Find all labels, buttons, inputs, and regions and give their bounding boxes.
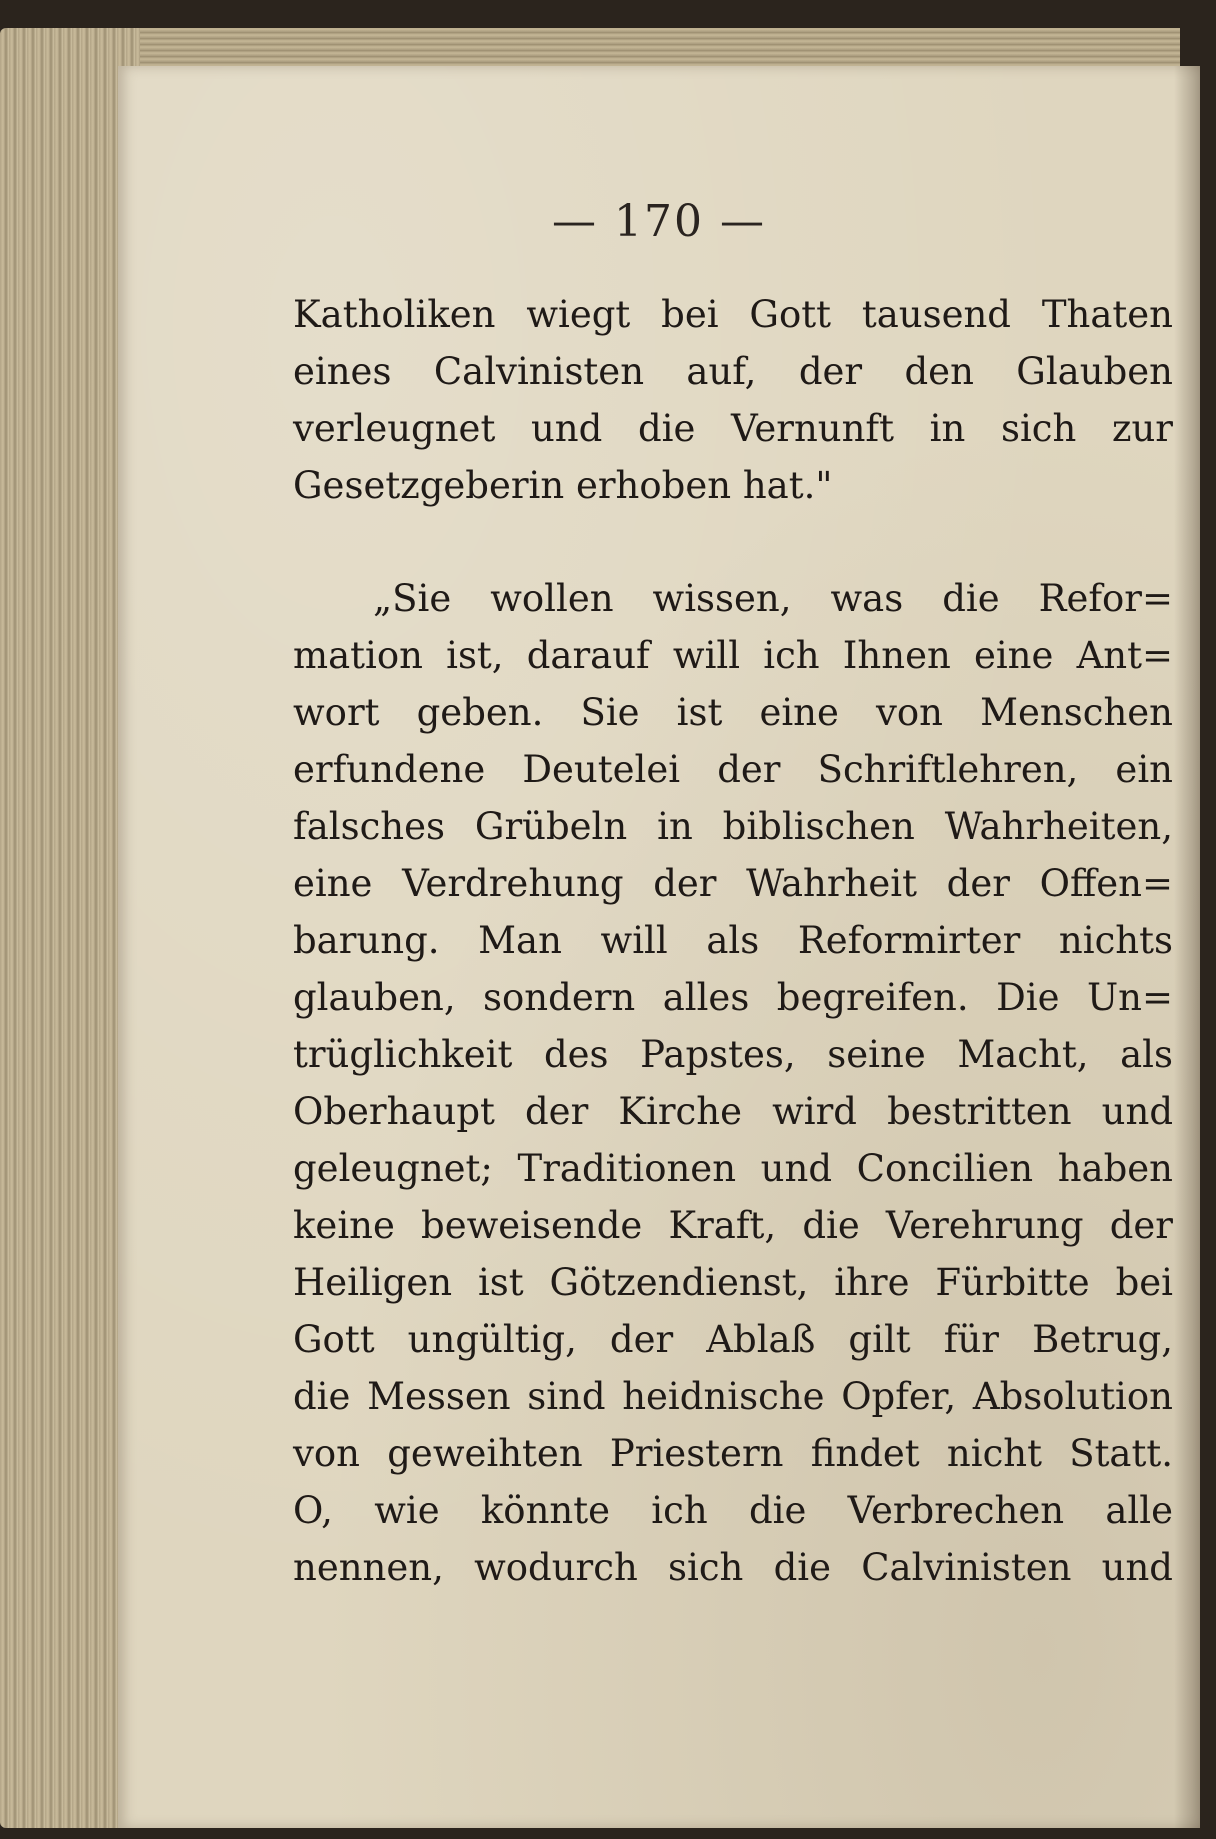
text-line: Gott ungültig, der Ablaß gilt für Betrug, <box>293 1318 1173 1361</box>
book-top-edge <box>20 28 1180 68</box>
text-line: O, wie könnte ich die Verbrechen alle <box>293 1489 1173 1532</box>
text-line: barung. Man will als Reformirter nichts <box>293 919 1173 962</box>
text-line: mation ist, darauf will ich Ihnen eine Ant= <box>293 634 1173 677</box>
text-line: verleugnet und die Vernunft in sich zur <box>293 407 1173 450</box>
text-line: Katholiken wiegt bei Gott tausend Thaten <box>293 293 1173 336</box>
page-text <box>293 286 1173 1596</box>
text-line: von geweihten Priestern findet nicht Statt. <box>293 1432 1173 1475</box>
page-number: — 170 — <box>552 196 766 247</box>
text-line: Gesetzgeberin erhoben hat." <box>293 464 833 507</box>
text-line: Oberhaupt der Kirche wird bestritten und <box>293 1090 1173 1133</box>
text-line: nennen, wodurch sich die Calvinisten und <box>293 1546 1173 1589</box>
page-gutter-shadow <box>1174 66 1200 1828</box>
book-page <box>118 66 1200 1828</box>
text-line: Heiligen ist Götzendienst, ihre Fürbitte bei <box>293 1261 1173 1304</box>
text-line: die Messen sind heidnische Opfer, Absolution <box>293 1375 1173 1418</box>
text-line: trüglichkeit des Papstes, seine Macht, als <box>293 1033 1173 1076</box>
text-line: keine beweisende Kraft, die Verehrung der <box>293 1204 1173 1247</box>
text-line: wort geben. Sie ist eine von Menschen <box>293 691 1173 734</box>
text-line: eine Verdrehung der Wahrheit der Offen= <box>293 862 1173 905</box>
paragraph-2 <box>293 570 1173 1596</box>
paragraph-1 <box>293 286 1173 514</box>
text-line: eines Calvinisten auf, der den Glauben <box>293 350 1173 393</box>
text-line: erfundene Deutelei der Schriftlehren, ein <box>293 748 1173 791</box>
paragraph-gap <box>293 514 1173 570</box>
text-line: geleugnet; Traditionen und Concilien haben <box>293 1147 1173 1190</box>
text-line: glauben, sondern alles begreifen. Die Un= <box>293 976 1173 1019</box>
text-line: „Sie wollen wissen, was die Refor= <box>373 577 1173 620</box>
text-line: falsches Grübeln in biblischen Wahrheiten, <box>293 805 1173 848</box>
